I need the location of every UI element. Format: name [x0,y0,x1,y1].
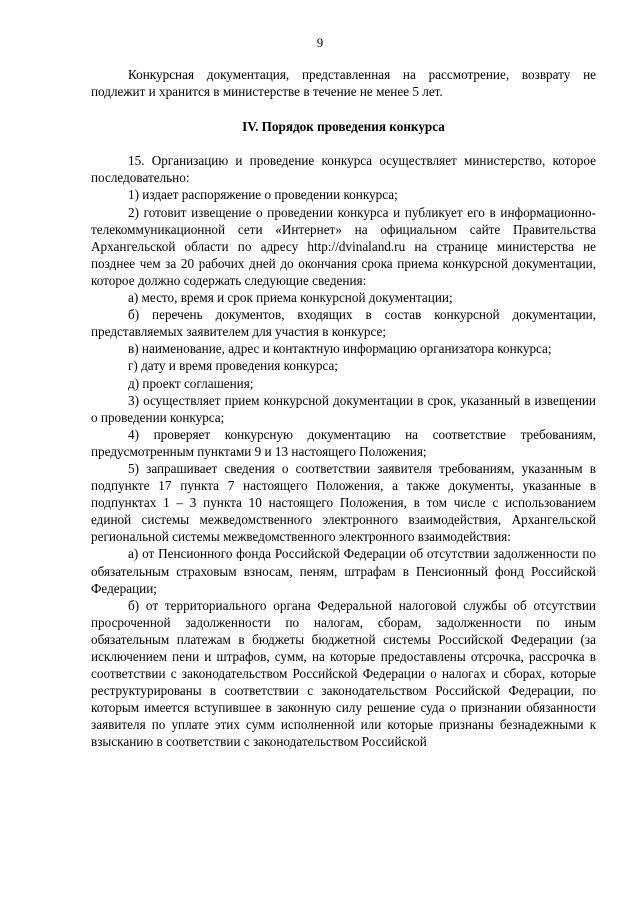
document-body [91,66,596,751]
subitem-5b: б) от территориального органа Федеральной налоговой службы об отсутствии просроченной задолженности по налогам, сборам, задолженности по иным обязательным платежам в бюджеты бюджетной системы Российской Федерации (за исключением пени и штрафов, сумм, на которые предоставлены отсрочка, рассрочка в соответствии с законодательством Российской Федерации о налогах и сборах, которые реструктурированы в соответствии с законодательством Российской Федерации, по которым имеется вступившее в законную силу решение суда о признании обязанности заявителя по уплате этих сумм исполненной или которые признаны безнадежными к взысканию в соответствии с законодательством Российской [91,597,596,750]
item-5: 5) запрашивает сведения о соответствии заявителя требованиям, указанным в подпункте 17 пункта 7 настоящего Положения, а также документы, указанные в подпунктах 1 – 3 пункта 10 настоящего Положения, в том числе с использованием единой системы межведомственного электронного взаимодействия, Архангельской региональной системы межведомственного электронного взаимодействия: [91,460,596,545]
subitem-2v: в) наименование, адрес и контактную информацию организатора конкурса; [128,341,552,357]
item-3: 3) осуществляет прием конкурсной документации в срок, указанный в извещении о проведении конкурса; [91,392,596,425]
page-number: 9 [316,36,324,50]
subitem-2g: г) дату и время проведения конкурса; [128,358,338,374]
paragraph-15: 15. Организацию и проведение конкурса осуществляет министерство, которое последовательно: [91,153,596,186]
paragraph-retention: Конкурсная документация, представленная на рассмотрение, возврату не подлежит и хранится в министерстве в течение не менее 5 лет. [91,67,596,100]
section-heading: IV. Порядок проведения конкурса [242,119,445,135]
subitem-2b: б) перечень документов, входящих в состав конкурсной документации, представляемых заявителем для участия в конкурсе; [91,307,596,340]
item-2: 2) готовит извещение о проведении конкурса и публикует его в информационно-телекоммуникационной сети «Интернет» на официальном сайте Правительства Архангельской области по адресу http://dvinaland.ru на странице министерства не позднее чем за 20 рабочих дней до окончания срока приема конкурсной документации, которое должно содержать следующие сведения: [91,204,596,288]
item-4: 4) проверяет конкурсную документацию на соответствие требованиям, предусмотренным пунктами 9 и 13 настоящего Положения; [91,426,596,459]
subitem-2a: а) место, время и срок приема конкурсной документации; [128,290,453,306]
subitem-2d: д) проект соглашения; [128,375,254,391]
item-1: 1) издает распоряжение о проведении конкурса; [128,187,398,203]
subitem-5a: а) от Пенсионного фонда Российской Федерации об отсутствии задолженности по обязательным страховым взносам, пеням, штрафам в Пенсионный фонд Российской Федерации; [91,546,596,596]
